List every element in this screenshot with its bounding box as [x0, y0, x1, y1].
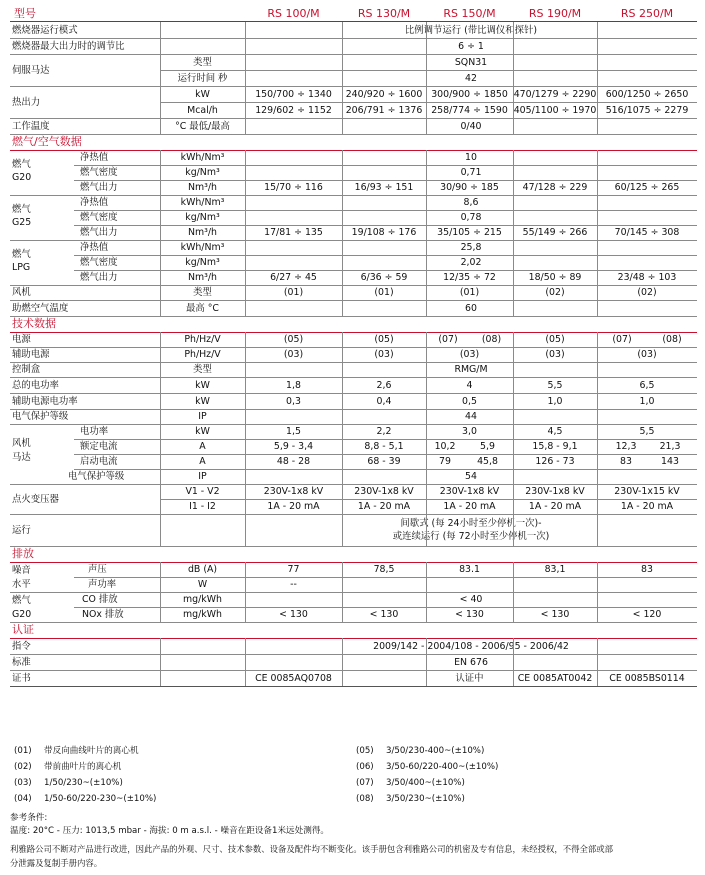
- value-cell: 55/149 ÷ 266: [522, 227, 588, 238]
- row-label: 运行: [12, 524, 31, 536]
- column-divider: [513, 22, 514, 134]
- column-divider: [160, 22, 161, 134]
- value-cell: 间歇式 (每 24小时至少停机一次)-: [400, 517, 542, 529]
- value-cell: 0/40: [460, 120, 482, 132]
- unit-cell: 类型: [193, 287, 212, 298]
- unit-cell: kg/Nm³: [185, 167, 220, 178]
- column-divider: [513, 332, 514, 546]
- value-cell: 30/90 ÷ 185: [440, 182, 499, 193]
- unit-cell: kW: [195, 426, 210, 437]
- value-cell: < 130: [279, 609, 308, 620]
- value-cell: 150/700 ÷ 1340: [255, 88, 332, 100]
- note-text: 带反向曲线叶片的离心机: [44, 746, 139, 756]
- value-cell: 5,9 - 3,4: [273, 441, 314, 452]
- value-cell: 405/1100 ÷ 1970: [513, 104, 597, 116]
- value-cell: 认证中: [455, 672, 484, 684]
- value-cell: 2,02: [460, 257, 482, 268]
- value-cell: 0,3: [286, 395, 301, 407]
- motor-row-label: 启动电流: [80, 456, 118, 467]
- note-text: 1/50-60/220-230~(±10%): [44, 794, 157, 804]
- column-divider: [160, 638, 161, 686]
- value-cell: 129/602 ÷ 1152: [255, 104, 332, 116]
- value-cell: 1A - 20 mA: [528, 501, 582, 512]
- motor-row-label: 电气保护等级: [68, 471, 125, 482]
- value-cell: 5,5: [547, 379, 563, 391]
- value-cell: (03): [637, 349, 657, 360]
- column-divider: [597, 150, 598, 316]
- value-cell: 21,3: [659, 441, 681, 452]
- note-code: (02): [14, 762, 32, 772]
- column-divider: [342, 638, 343, 686]
- row-label: 标准: [12, 656, 31, 668]
- value-cell: 1A - 20 mA: [357, 501, 411, 512]
- noise-row-label: 声功率: [88, 579, 117, 590]
- note-text: 3/50/400~(±10%): [386, 778, 465, 788]
- unit-cell: 类型: [193, 56, 212, 68]
- column-divider: [597, 562, 598, 622]
- row-divider: [10, 134, 697, 135]
- value-cell: 143: [661, 456, 679, 467]
- unit-cell: IP: [198, 411, 207, 422]
- row-label: 电源: [12, 334, 31, 345]
- unit-cell: Nm³/h: [187, 227, 217, 238]
- row-label: 助燃空气温度: [12, 302, 69, 314]
- value-cell: (05): [545, 334, 565, 345]
- noise-group-label: 噪音: [12, 565, 31, 576]
- note-code: (05): [356, 746, 374, 756]
- value-cell: 19/108 ÷ 176: [351, 227, 417, 238]
- model-name: RS 130/M: [357, 6, 411, 20]
- column-divider: [513, 562, 514, 622]
- unit-cell: Nm³/h: [187, 182, 217, 193]
- emission-row-label: NOx 排放: [82, 609, 124, 620]
- value-cell: 240/920 ÷ 1600: [345, 88, 423, 100]
- value-cell: (05): [374, 334, 394, 345]
- value-cell: 1A - 20 mA: [443, 501, 496, 512]
- gas-row-label: 净热值: [80, 242, 109, 253]
- value-cell: 45,8: [477, 456, 498, 467]
- unit-cell: kW: [195, 379, 210, 391]
- unit-cell: Mcal/h: [187, 104, 218, 116]
- gas-group-label: G20: [12, 609, 32, 620]
- column-divider: [597, 22, 598, 134]
- row-label: 燃烧器最大出力时的调节比: [12, 40, 125, 52]
- value-cell: 206/791 ÷ 1376: [345, 104, 423, 116]
- gas-row-label: 净热值: [80, 152, 109, 163]
- value-cell: 77: [287, 564, 300, 575]
- value-cell: 68 - 39: [367, 456, 401, 467]
- noise-group-label: 水平: [12, 579, 31, 590]
- model-name: RS 100/M: [267, 6, 320, 20]
- value-cell: --: [290, 579, 297, 590]
- row-label: 辅助电源: [12, 349, 50, 360]
- gas-group-label: LPG: [12, 262, 31, 273]
- row-label: 燃烧器运行模式: [12, 24, 78, 36]
- unit-cell: °C 最低/最高: [175, 120, 230, 132]
- gas-row-label: 燃气密度: [80, 257, 118, 268]
- column-divider: [513, 638, 514, 686]
- unit-cell: mg/kWh: [183, 609, 222, 620]
- column-divider: [597, 332, 598, 546]
- value-cell: 44: [465, 411, 477, 422]
- value-cell: (01): [283, 287, 304, 298]
- value-cell: (01): [459, 287, 480, 298]
- row-label: 点火变压器: [12, 493, 59, 505]
- value-cell: 54: [465, 471, 477, 482]
- value-cell: 1,5: [286, 426, 301, 437]
- value-cell: SQN31: [454, 56, 488, 68]
- unit-cell: kW: [195, 88, 210, 100]
- motor-row-label: 电功率: [80, 426, 109, 437]
- value-cell: 17/81 ÷ 135: [264, 227, 323, 238]
- value-cell: 83: [641, 564, 653, 575]
- row-divider: [10, 546, 697, 547]
- model-label: 型号: [14, 6, 36, 20]
- gas-group-label: 燃气: [12, 159, 31, 170]
- value-cell: EN 676: [454, 656, 488, 668]
- value-cell: 5,5: [639, 426, 655, 437]
- row-label: 指令: [12, 640, 31, 652]
- value-cell: 15,8 - 9,1: [532, 441, 578, 452]
- disclaimer-line: 分泄露及复制手册内容。: [10, 858, 103, 868]
- model-name: RS 150/M: [443, 6, 496, 20]
- value-cell: 79: [439, 456, 451, 467]
- value-cell: 5,9: [480, 441, 495, 452]
- value-cell: 230V-1x15 kV: [614, 486, 680, 497]
- unit-cell: Ph/Hz/V: [184, 349, 221, 360]
- value-cell: 2009/142 - 2004/108 - 2006/95 - 2006/42: [373, 640, 569, 652]
- value-cell: 12,3: [615, 441, 637, 452]
- row-divider: [10, 622, 697, 623]
- value-cell: (03): [283, 349, 304, 360]
- value-cell: 470/1279 ÷ 2290: [513, 88, 597, 100]
- value-cell: 10,2: [434, 441, 456, 452]
- unit-cell: I1 - I2: [189, 501, 216, 512]
- unit-cell: 运行时间 秒: [177, 72, 228, 84]
- value-cell: 25,8: [460, 242, 482, 253]
- value-cell: (08): [662, 334, 682, 345]
- value-cell: 6/36 ÷ 59: [360, 272, 408, 283]
- gas-group-label: G20: [12, 172, 32, 183]
- value-cell: 6/27 ÷ 45: [270, 272, 317, 283]
- column-divider: [342, 332, 343, 546]
- note-text: 1/50/230~(±10%): [44, 778, 123, 788]
- noise-row-label: 声压: [88, 564, 107, 575]
- value-cell: 230V-1x8 kV: [354, 486, 414, 497]
- gas-group-label: 燃气: [12, 204, 31, 215]
- unit-cell: kg/Nm³: [185, 257, 220, 268]
- unit-cell: kWh/Nm³: [180, 197, 225, 208]
- motor-row-label: 额定电流: [80, 441, 118, 452]
- motor-group-label: 马达: [12, 452, 31, 463]
- value-cell: (03): [374, 349, 394, 360]
- note-code: (04): [14, 794, 32, 804]
- unit-cell: kWh/Nm³: [180, 242, 225, 253]
- value-cell: 70/145 ÷ 308: [614, 227, 680, 238]
- row-label: 总的电功率: [12, 379, 59, 391]
- value-cell: 10: [465, 152, 477, 163]
- value-cell: (07): [438, 334, 458, 345]
- value-cell: CE 0085AQ0708: [255, 672, 332, 684]
- value-cell: 126 - 73: [535, 456, 575, 467]
- column-divider: [426, 22, 427, 134]
- value-cell: (05): [283, 334, 304, 345]
- column-divider: [342, 22, 343, 134]
- unit-cell: kW: [195, 395, 210, 407]
- gas-row-label: 净热值: [80, 197, 109, 208]
- value-cell: 48 - 28: [276, 456, 311, 467]
- column-divider: [245, 22, 246, 134]
- gas-row-label: 燃气出力: [80, 227, 118, 238]
- column-divider: [426, 150, 427, 316]
- gas-row-label: 燃气密度: [80, 167, 118, 178]
- value-cell: 6,5: [639, 379, 655, 391]
- value-cell: (08): [481, 334, 502, 345]
- unit-cell: W: [197, 579, 208, 590]
- unit-cell: Nm³/h: [187, 272, 217, 283]
- value-cell: 42: [465, 72, 477, 84]
- value-cell: 8,8 - 5,1: [364, 441, 404, 452]
- column-divider: [426, 562, 427, 622]
- value-cell: 83: [620, 456, 632, 467]
- note-code: (06): [356, 762, 374, 772]
- row-label: 热出力: [12, 96, 41, 108]
- value-cell: 230V-1x8 kV: [263, 486, 324, 497]
- value-cell: 83.1: [459, 564, 480, 575]
- gas-group-label: 燃气: [12, 249, 31, 260]
- section-title: 燃气/空气数据: [12, 135, 82, 148]
- section-title: 排放: [12, 547, 34, 560]
- row-divider: [10, 316, 697, 317]
- unit-cell: V1 - V2: [185, 486, 220, 497]
- value-cell: 35/105 ÷ 215: [437, 227, 502, 238]
- value-cell: 23/48 ÷ 103: [617, 272, 677, 283]
- value-cell: 0,4: [376, 395, 392, 407]
- value-cell: 0,71: [460, 167, 482, 178]
- value-cell: 16/93 ÷ 151: [354, 182, 414, 193]
- value-cell: 78,5: [373, 564, 395, 575]
- row-label: 工作温度: [12, 120, 50, 132]
- value-cell: 1A - 20 mA: [267, 501, 320, 512]
- column-divider: [160, 332, 161, 546]
- unit-cell: IP: [198, 471, 207, 482]
- value-cell: 230V-1x8 kV: [439, 486, 500, 497]
- value-cell: 0,5: [462, 395, 477, 407]
- reference-title: 参考条件:: [10, 813, 48, 823]
- column-divider: [245, 332, 246, 546]
- value-cell: 或连续运行 (每 72小时至少停机一次): [392, 530, 550, 542]
- value-cell: 1A - 20 mA: [620, 501, 674, 512]
- value-cell: 1,0: [639, 395, 655, 407]
- value-cell: 4: [466, 379, 473, 391]
- unit-cell: dB (A): [187, 564, 218, 575]
- motor-group-label: 风机: [12, 438, 31, 449]
- row-label: 风机: [12, 287, 31, 298]
- value-cell: 258/774 ÷ 1590: [431, 104, 508, 116]
- column-divider: [513, 150, 514, 316]
- value-cell: 12/35 ÷ 72: [443, 272, 496, 283]
- row-label: 电气保护等级: [12, 411, 69, 422]
- column-divider: [245, 638, 246, 686]
- value-cell: (02): [545, 287, 565, 298]
- column-divider: [342, 562, 343, 622]
- row-label: 伺服马达: [12, 64, 50, 76]
- value-cell: 3,0: [462, 426, 477, 437]
- value-cell: CE 0085BS0114: [609, 672, 685, 684]
- unit-cell: mg/kWh: [183, 594, 222, 605]
- gas-group-label: G25: [12, 217, 32, 228]
- value-cell: 8,6: [463, 197, 479, 208]
- gas-group-label: 燃气: [12, 595, 31, 606]
- header-underline: [10, 21, 697, 22]
- column-divider: [245, 562, 246, 622]
- value-cell: (03): [545, 349, 565, 360]
- value-cell: (03): [459, 349, 480, 360]
- value-cell: 300/900 ÷ 1850: [431, 88, 508, 100]
- value-cell: < 130: [369, 609, 399, 620]
- unit-cell: kg/Nm³: [185, 212, 220, 223]
- value-cell: 47/128 ÷ 229: [522, 182, 588, 193]
- value-cell: 83,1: [544, 564, 566, 575]
- column-divider: [160, 150, 161, 316]
- row-label: 证书: [12, 672, 31, 684]
- model-name: RS 190/M: [528, 6, 582, 20]
- value-cell: CE 0085AT0042: [517, 672, 593, 684]
- value-cell: 0,78: [460, 212, 482, 223]
- note-code: (03): [14, 778, 32, 788]
- column-divider: [597, 638, 598, 686]
- row-label: 控制盒: [12, 364, 41, 375]
- value-cell: 60: [465, 302, 477, 314]
- table-bottom: [10, 686, 697, 687]
- column-divider: [342, 150, 343, 316]
- value-cell: 516/1075 ÷ 2279: [605, 104, 689, 116]
- column-divider: [160, 562, 161, 622]
- value-cell: 18/50 ÷ 89: [528, 272, 582, 283]
- section-title: 认证: [12, 623, 34, 636]
- value-cell: (01): [374, 287, 394, 298]
- value-cell: (02): [637, 287, 657, 298]
- value-cell: 2,2: [376, 426, 392, 437]
- unit-cell: Ph/Hz/V: [184, 334, 221, 345]
- unit-cell: 最高 °C: [186, 302, 219, 314]
- unit-cell: 类型: [193, 364, 212, 375]
- unit-cell: A: [199, 456, 206, 467]
- note-code: (01): [14, 746, 32, 756]
- note-code: (08): [356, 794, 374, 804]
- value-cell: 6 ÷ 1: [458, 40, 484, 52]
- row-divider: [10, 514, 697, 515]
- unit-cell: A: [199, 441, 206, 452]
- value-cell: RMG/M: [454, 364, 488, 375]
- value-cell: 4,5: [547, 426, 563, 437]
- disclaimer-line: 利雅路公司不断对产品进行改进，因此产品的外观、尺寸、技术参数、设备及配件均不断变化。该手册包含利雅路公司的机密及专有信息，未经授权，不得全部或部: [10, 844, 613, 854]
- gas-row-label: 燃气密度: [80, 212, 118, 223]
- value-cell: 60/125 ÷ 265: [614, 182, 680, 193]
- value-cell: < 120: [632, 609, 662, 620]
- note-text: 3/50/230-400~(±10%): [386, 746, 485, 756]
- column-divider: [245, 150, 246, 316]
- value-cell: < 130: [455, 609, 484, 620]
- unit-cell: kWh/Nm³: [180, 152, 225, 163]
- note-code: (07): [356, 778, 374, 788]
- section-title: 技术数据: [12, 317, 56, 330]
- value-cell: 230V-1x8 kV: [525, 486, 585, 497]
- row-label: 辅助电源电功率: [12, 395, 78, 407]
- note-text: 3/50-60/220-400~(±10%): [386, 762, 499, 772]
- value-cell: 15/70 ÷ 116: [264, 182, 323, 193]
- value-cell: 1,8: [286, 379, 301, 391]
- value-cell: < 130: [540, 609, 570, 620]
- value-cell: (07): [612, 334, 632, 345]
- note-text: 带前曲叶片的离心机: [44, 762, 122, 772]
- model-name: RS 250/M: [620, 6, 674, 20]
- value-cell: 600/1250 ÷ 2650: [605, 88, 689, 100]
- column-divider: [426, 332, 427, 546]
- value-cell: 比例调节运行 (带比调仪和探针): [404, 24, 538, 36]
- emission-row-label: CO 排放: [82, 594, 118, 605]
- value-cell: < 40: [459, 594, 483, 605]
- gas-row-label: 燃气出力: [80, 272, 118, 283]
- gas-row-label: 燃气出力: [80, 182, 118, 193]
- note-text: 3/50/230~(±10%): [386, 794, 465, 804]
- value-cell: 2,6: [376, 379, 392, 391]
- value-cell: 1,0: [547, 395, 563, 407]
- column-divider: [426, 638, 427, 686]
- reference-text: 温度: 20°C - 压力: 1013,5 mbar - 海拔: 0 m a.s.l. - 噪音在距设备1米远处测得。: [10, 826, 330, 836]
